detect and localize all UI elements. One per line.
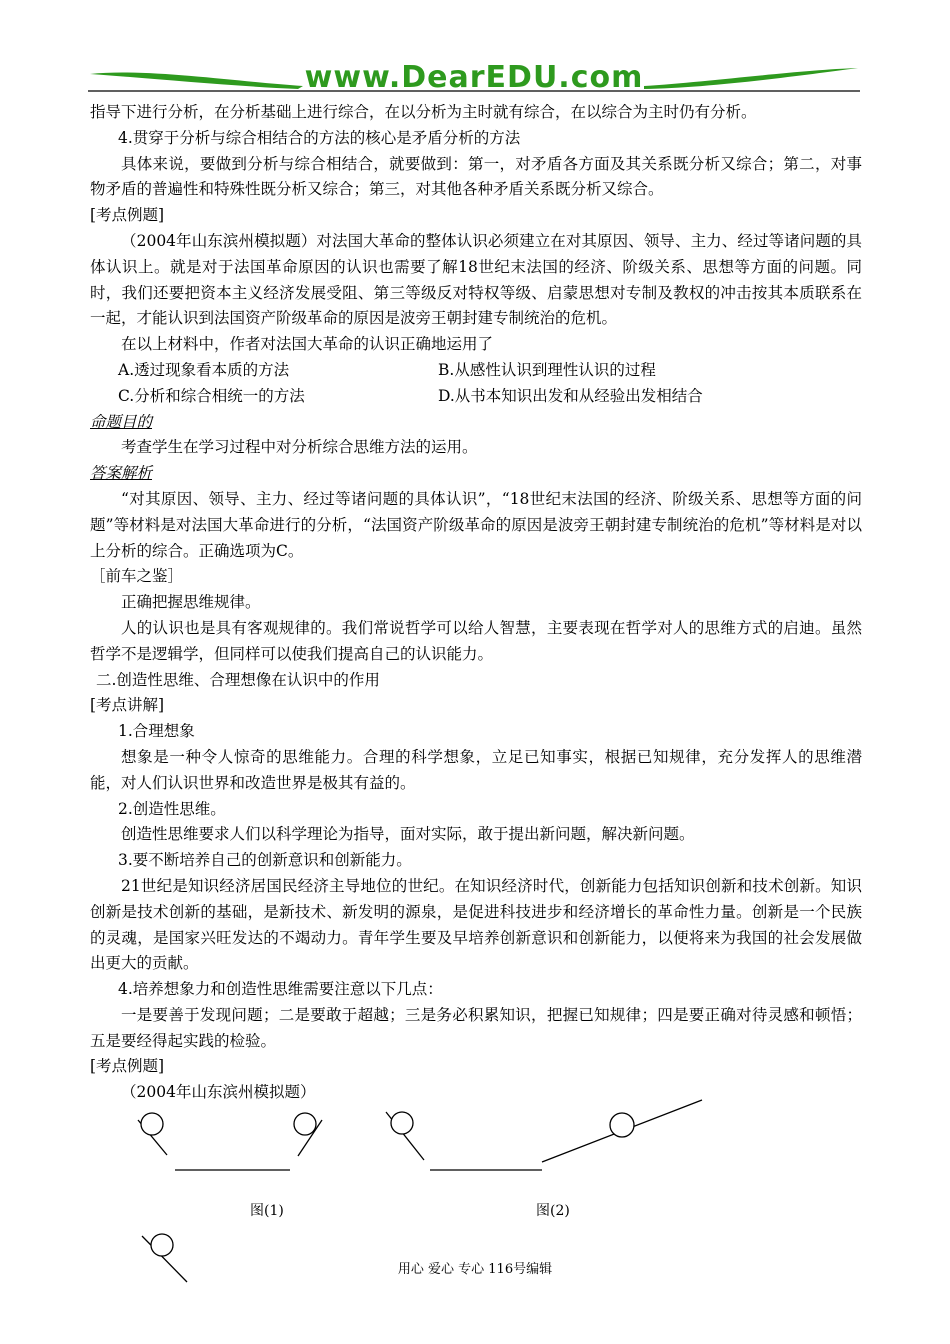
question-source: （2004年山东滨州模拟题） — [121, 1083, 316, 1102]
site-logo: www.DearEDU.com — [304, 60, 644, 95]
paragraph: 具体来说，要做到分析与综合相结合，就要做到：第一，对矛盾各方面及其关系既分析又综合；第二，对事物矛盾的普遍性和特殊性既分析又综合；第三，对其他各种矛盾关系既分析又综合。 — [90, 154, 862, 199]
paragraph: 指导下进行分析，在分析基础上进行综合，在以分析为主时就有综合，在以综合为主时仍有分析。 — [90, 103, 757, 121]
option-d: D.从书本知识出发和从经验出发相结合 — [438, 386, 703, 405]
figure-1-caption: 图(1) — [250, 1203, 284, 1219]
matchstick-figures — [90, 1090, 862, 1310]
options-row — [90, 358, 862, 384]
paragraph: 想象是一种令人惊奇的思维能力。合理的科学想象，立足已知事实，根据已知规律，充分发挥人的思维潜能，对人们认识世界和改造世界是极其有益的。 — [90, 747, 862, 792]
paragraph: 创造性思维要求人们以科学理论为指导，面对实际，敢于提出新问题，解决新问题。 — [121, 825, 695, 844]
point-heading: 4.贯穿于分析与综合相结合的方法的核心是矛盾分析的方法 — [118, 128, 521, 147]
point-heading: 4.培养想象力和创造性思维需要注意以下几点： — [118, 980, 443, 999]
figure-area — [90, 1090, 862, 1310]
point-heading: 3.要不断培养自己的创新意识和创新能力。 — [118, 851, 412, 870]
point-heading: 2.创造性思维。 — [118, 799, 226, 818]
section-tag: ［前车之鉴］ — [90, 567, 184, 586]
options-row — [90, 384, 862, 410]
paragraph: 考查学生在学习过程中对分析综合思维方法的运用。 — [121, 438, 478, 457]
figure-2-drawing — [386, 1100, 702, 1170]
figure-1-drawing — [138, 1113, 322, 1170]
section-label: 答案解析 — [90, 464, 153, 483]
option-a: A.透过现象看本质的方法 — [118, 360, 290, 379]
question-stem: （2004年山东滨州模拟题）对法国大革命的整体认识必须建立在对其原因、领导、主力、经过等诸问题的具体认识上。就是对于法国革命原因的认识也需要了解18世纪末法国的经济、阶级关系、思想等方面的问题。同时，我们还要把资本主义经济发展受阻、第三等级反对特权等级、启蒙思想对专制及教权的冲击按其本质联系在一起，才能认识到法国资产阶级革命的原因是波旁王朝封建专制统治的危机。 — [90, 231, 862, 328]
answer-analysis: “对其原因、领导、主力、经过等诸问题的具体认识”，“18世纪末法国的经济、阶级关系、思想等方面的问题”等材料是对法国大革命进行的分析，“法国资产阶级革命的原因是波旁王朝封建专制统治的危机”等材料是对以上分析的综合。正确选项为C。 — [90, 489, 862, 560]
figure-2-caption: 图(2) — [536, 1203, 570, 1219]
paragraph: 一是要善于发现问题；二是要敢于超越；三是务必积累知识，把握已知规律；四是要正确对待灵感和顿悟；五是要经得起实践的检验。 — [90, 1005, 862, 1050]
section-tag: [考点讲解] — [90, 696, 165, 715]
point-heading: 1.合理想象 — [118, 722, 195, 741]
paragraph: 人的认识也是具有客观规律的。我们常说哲学可以给人智慧，主要表现在哲学对人的思维方式的启迪。虽然哲学不是逻辑学，但同样可以使我们提高自己的认识能力。 — [90, 618, 862, 663]
question-prompt: 在以上材料中，作者对法国大革命的认识正确地运用了 — [121, 335, 494, 354]
option-b: B.从感性认识到理性认识的过程 — [438, 360, 656, 379]
section-tag: [考点例题] — [90, 206, 165, 225]
site-banner — [88, 58, 860, 98]
section-tag: [考点例题] — [90, 1057, 165, 1076]
paragraph: 21世纪是知识经济居国民经济主导地位的世纪。在知识经济时代，创新能力包括知识创新和技术创新。知识创新是技术创新的基础，是新技术、新发明的源泉，是促进科技进步和经济增长的革命性力量。创新是一个民族的灵魂，是国家兴旺发达的不竭动力。青年学生要及早培养创新意识和创新能力，以便将来为我国的社会发展做出更大的贡献。 — [90, 876, 862, 973]
section-heading: 二.创造性思维、合理想像在认识中的作用 — [96, 670, 380, 689]
document-body — [90, 100, 862, 1106]
paragraph: 正确把握思维规律。 — [121, 593, 261, 612]
section-label: 命题目的 — [90, 412, 153, 431]
page-footer: 用心 爱心 专心 116号编辑 — [397, 1262, 553, 1277]
option-c: C.分析和综合相统一的方法 — [118, 386, 305, 405]
